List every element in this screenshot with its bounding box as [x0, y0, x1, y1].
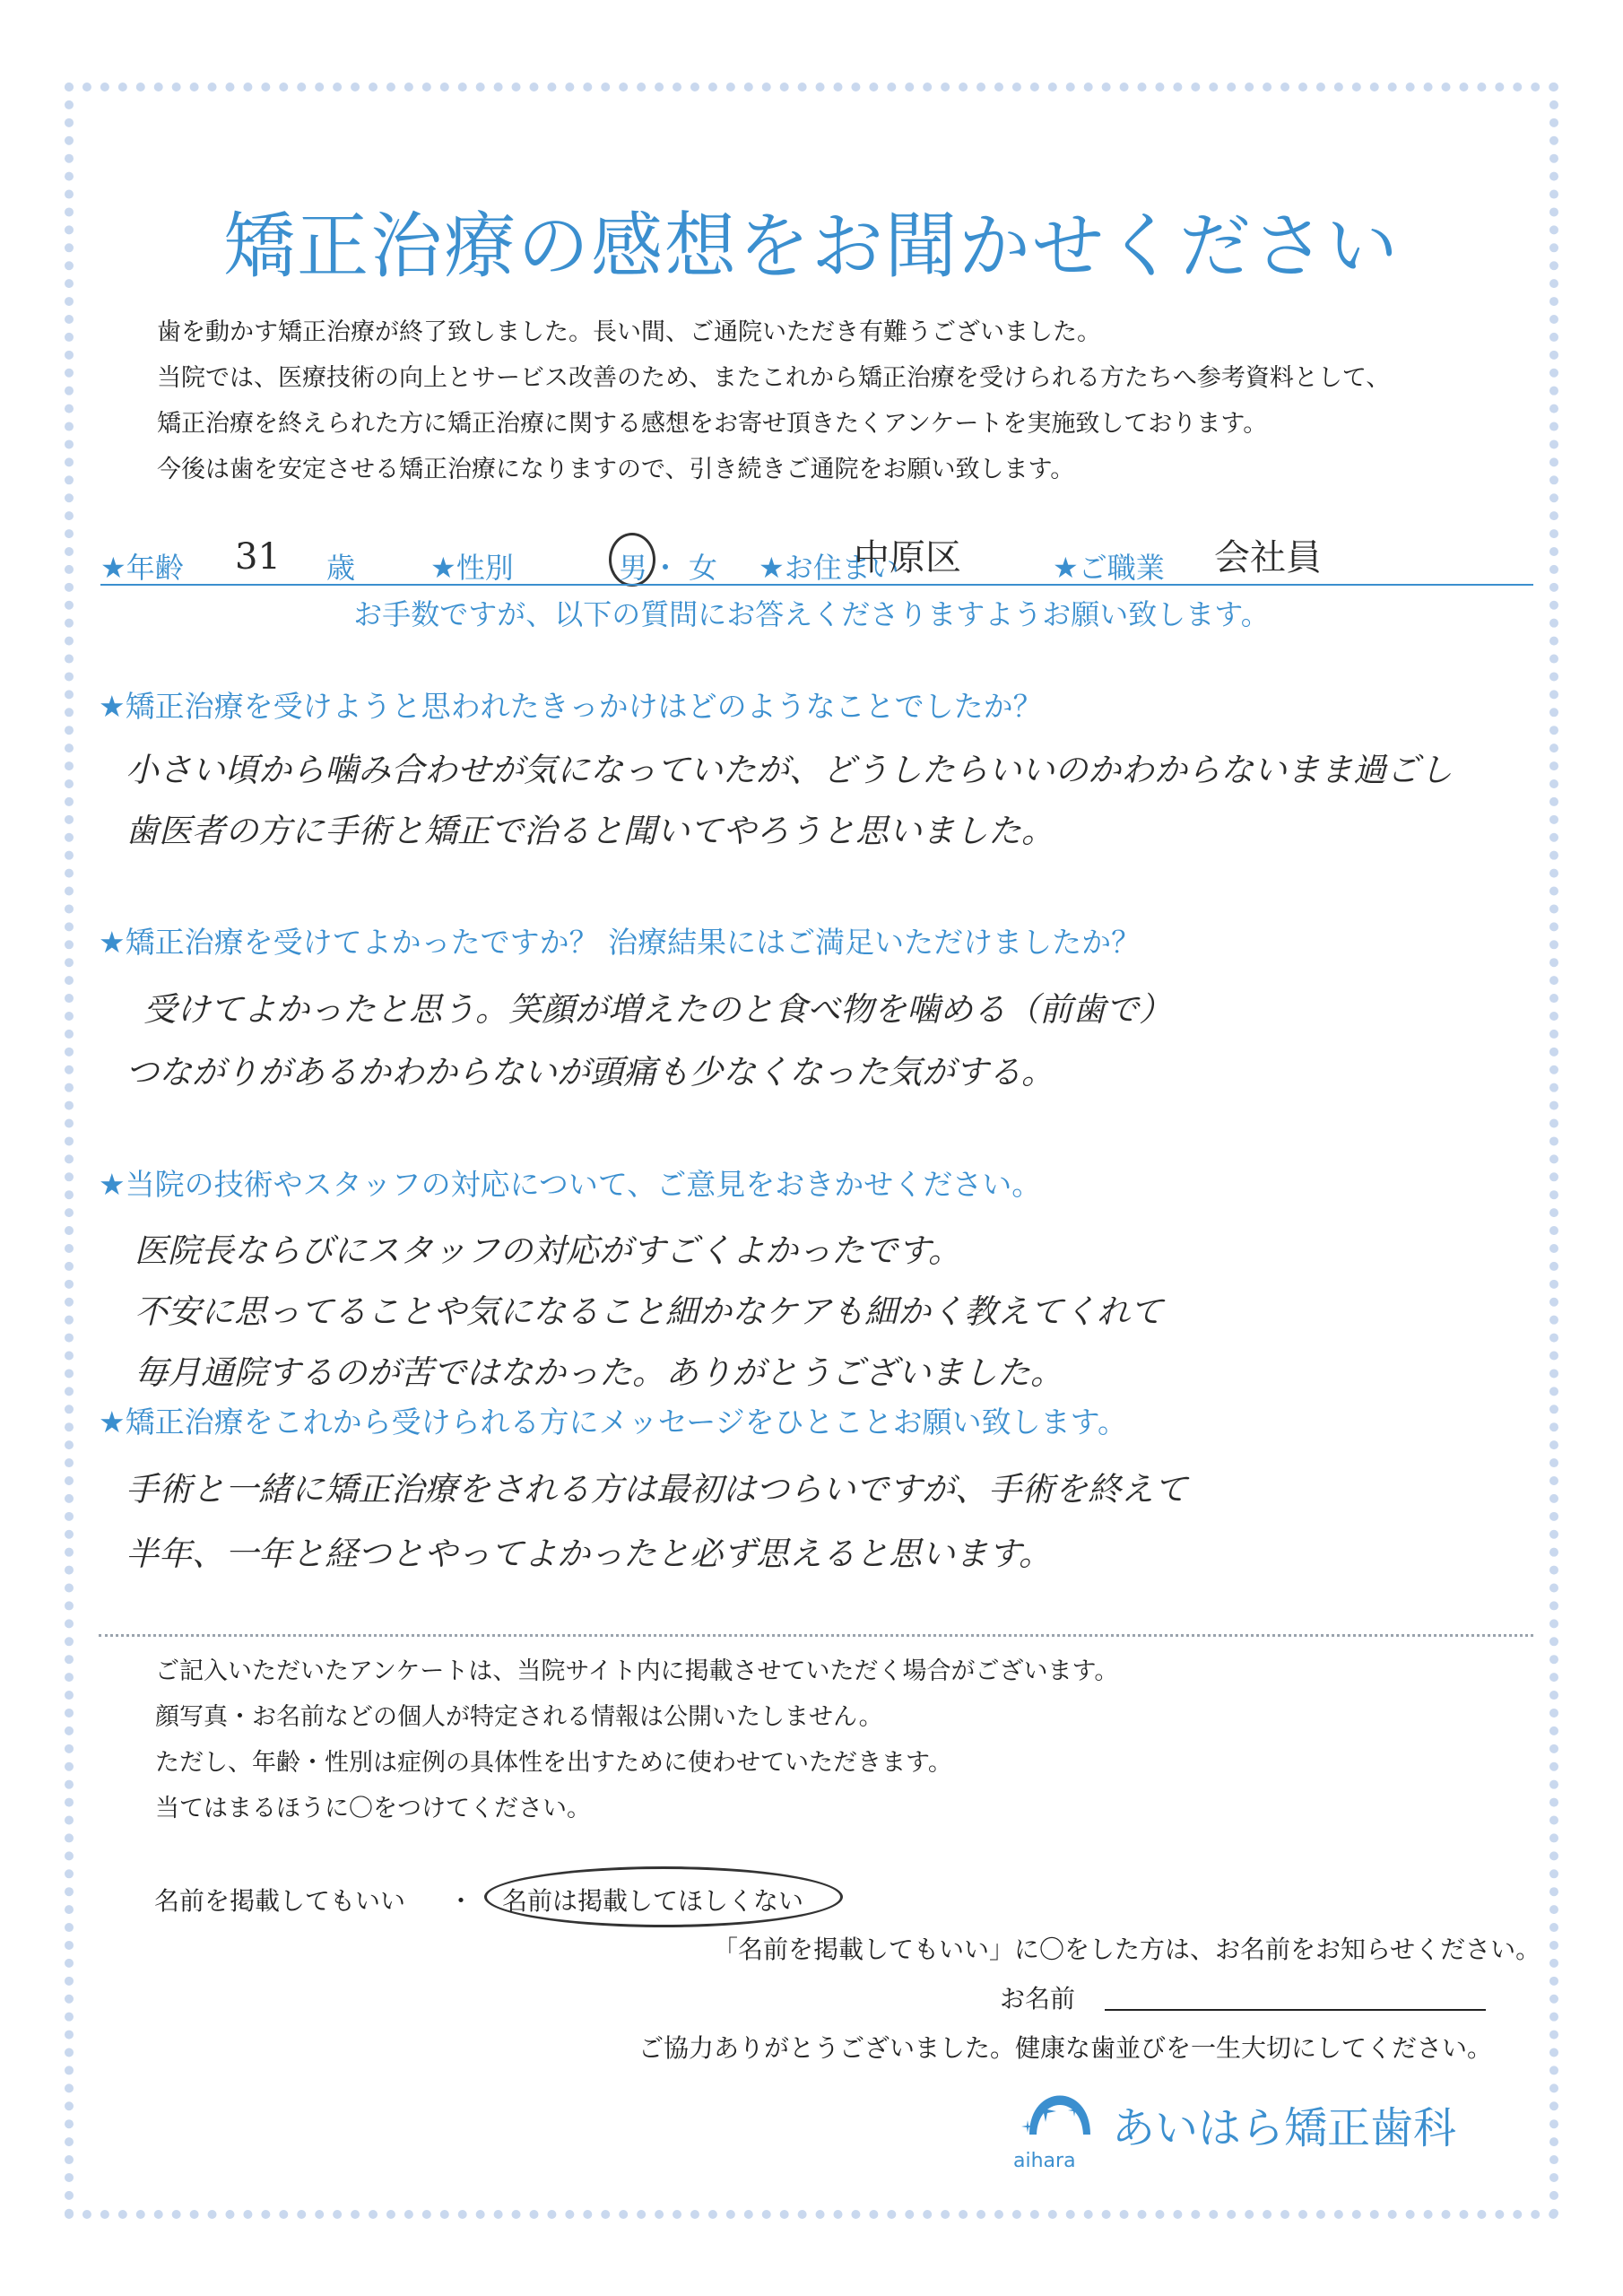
- note-line: 顔写真・お名前などの個人が特定される情報は公開いたしません。: [155, 1703, 883, 1731]
- clinic-logo: [1011, 2065, 1514, 2181]
- job-label: ★ご職業: [1053, 551, 1165, 585]
- answer-4-line[interactable]: 半年、一年と経つとやってよかったと必ず思えると思います。: [126, 1535, 1053, 1573]
- profile-row: [100, 536, 1533, 586]
- profile-underline: [100, 584, 1533, 586]
- logo-arch-icon: [1011, 2065, 1110, 2154]
- note-line: ご記入いただいたアンケートは、当院サイト内に掲載させていただく場合がございます。: [155, 1657, 1119, 1685]
- intro-line: 歯を動かす矯正治療が終了致しました。長い間、ご通院いただき有難うございました。: [157, 318, 1101, 346]
- note-line: 当てはまるほうに〇をつけてください。: [155, 1795, 591, 1822]
- answer-4-line[interactable]: 手術と一緒に矯正治療をされる方は最初はつらいですが、手術を終えて: [126, 1470, 1187, 1509]
- answer-3-line[interactable]: 医院長ならびにスタッフの対応がすごくよかったです。: [135, 1231, 962, 1270]
- instruction-text: お手数ですが、以下の質問にお答えくださりますようお願い致します。: [353, 597, 1270, 631]
- intro-text: [157, 309, 1502, 492]
- name-deny-option[interactable]: 名前は掲載してほしくない: [502, 1886, 804, 1916]
- answer-2-line[interactable]: 受けてよかったと思う。笑顔が増えたのと食べ物を噛める（前歯で）: [143, 990, 1172, 1029]
- sex-separator: ・: [651, 551, 681, 585]
- question-3: ★当院の技術やスタッフの対応について、ご意見をおきかせください。: [99, 1167, 1042, 1202]
- age-unit: 歳: [326, 551, 356, 585]
- name-request-text: 「名前を掲載してもいい」に〇をした方は、お名前をお知らせください。: [713, 1935, 1541, 1964]
- intro-line: 今後は歯を安定させる矯正治療になりますので、引き続きご通院をお願い致します。: [157, 456, 1075, 483]
- section-divider: [99, 1634, 1533, 1637]
- publication-notes: [155, 1648, 1118, 1831]
- intro-line: 当院では、医療技術の向上とサービス改善のため、またこれから矯正治療を受けられる方たちへ参考資料として、: [157, 364, 1391, 392]
- age-label: ★年齢: [100, 551, 184, 585]
- sex-female-option[interactable]: 女: [689, 551, 718, 585]
- question-1: ★矯正治療を受けようと思われたきっかけはどのようなことでしたか？: [99, 689, 1043, 724]
- age-value[interactable]: 31: [235, 536, 281, 578]
- name-allow-option[interactable]: 名前を掲載してもいい: [154, 1886, 406, 1916]
- question-4: ★矯正治療をこれから受けられる方にメッセージをひとことお願い致します。: [99, 1405, 1127, 1439]
- clinic-name: あいはら矯正歯科: [1112, 2103, 1457, 2153]
- answer-3-line[interactable]: 毎月通院するのが苦ではなかった。ありがとうございました。: [135, 1353, 1063, 1392]
- page-title: 矯正治療の感想をお聞かせください: [223, 204, 1400, 288]
- answer-2-line[interactable]: つながりがあるかわからないが頭痛も少なくなった気がする。: [126, 1053, 1055, 1091]
- name-input-line[interactable]: [1105, 2009, 1486, 2011]
- job-value[interactable]: 会社員: [1214, 537, 1322, 578]
- answer-1-line[interactable]: 歯医者の方に手術と矯正で治ると聞いてやろうと思いました。: [126, 812, 1055, 850]
- sex-label: ★性別: [430, 551, 514, 585]
- address-value[interactable]: 中原区: [854, 537, 961, 578]
- clinic-romaji: aihara: [1013, 2150, 1076, 2172]
- address-label: ★お住まい: [759, 551, 899, 585]
- thanks-text: ご協力ありがとうございました。健康な歯並びを一生大切にしてください。: [638, 2033, 1493, 2063]
- answer-1-line[interactable]: 小さい頃から噛み合わせが気になっていたが、どうしたらいいのかわからないまま過ごし: [126, 751, 1453, 789]
- name-label: お名前: [1000, 1984, 1076, 2013]
- answer-3-line[interactable]: 不安に思ってることや気になること細かなケアも細かく教えてくれて: [135, 1292, 1163, 1331]
- question-2: ★矯正治療を受けてよかったですか？ 治療結果にはご満足いただけましたか？: [99, 925, 1141, 960]
- note-line: ただし、年齢・性別は症例の具体性を出すために使わせていただきます。: [155, 1749, 952, 1777]
- intro-line: 矯正治療を終えられた方に矯正治療に関する感想をお寄せ頂きたくアンケートを実施致しております。: [157, 410, 1268, 438]
- sex-male-option[interactable]: 男: [619, 551, 648, 585]
- name-option-separator: ・: [448, 1886, 474, 1916]
